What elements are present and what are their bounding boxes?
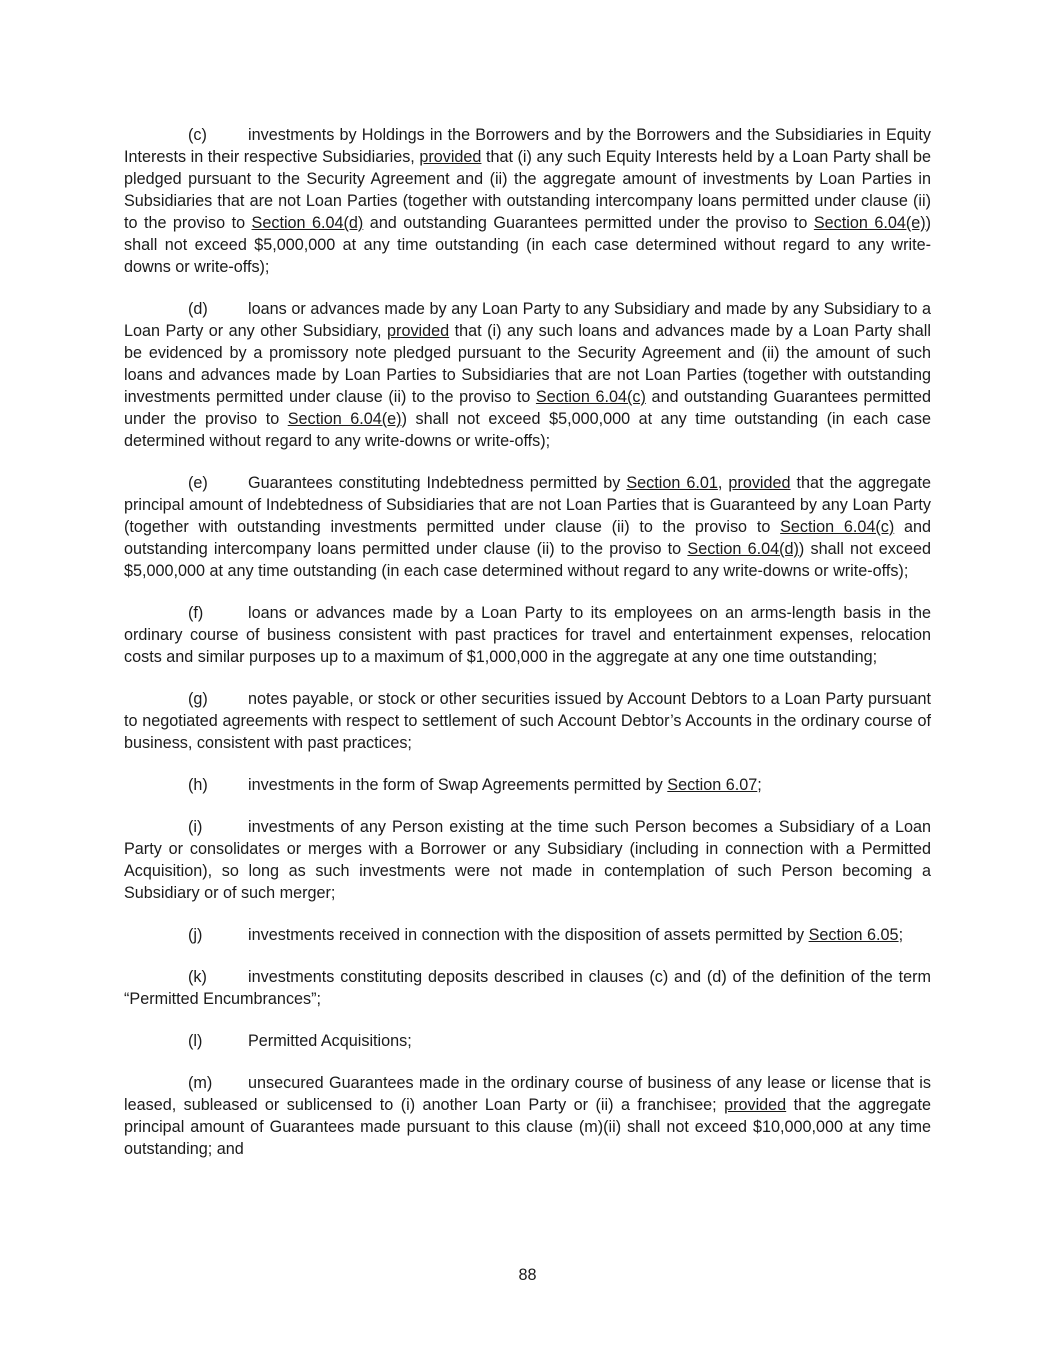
clause-text: investments of any Person existing at the time such Person becomes a Subsidiary of a Loan Party or consolidates or merges with a Borrower or any Subsidiary (including in connection with a Permitted Acquisition), so long as such investments were not made in contemplation of such Person becoming a Subsidiary or of such merger; [124, 818, 931, 902]
cross-reference: Section 6.04(c) [535, 388, 646, 406]
clause-text: Guarantees constituting Indebtedness permitted by [248, 474, 627, 492]
clause-text: that (i) any such Equity Interests held by a Loan Party shall be pledged pursuant to the Security Agreement and (ii) the aggregate amount of investments by Loan Parties in Subsidiaries that are not Loan Parties (together with outstanding intercompany loans permitted under clause (ii) to the proviso to [124, 148, 931, 232]
clause-text: and outstanding Guarantees permitted under the proviso to [124, 388, 931, 428]
clause-label: (i) [188, 818, 203, 836]
clause-text: unsecured Guarantees made in the ordinary course of business of any lease or license that is leased, subleased or sublicensed to (i) another Loan Party or (ii) a franchisee; [124, 1074, 931, 1114]
clause-text: investments constituting deposits described in clauses (c) and (d) of the definition of the term “Permitted Encumbrances”; [124, 968, 931, 1008]
clause-label: (d) [188, 300, 208, 318]
clause-text: that (i) any such loans and advances made by a Loan Party shall be evidenced by a promissory note pledged pursuant to the Security Agreement and (ii) the amount of such loans and advances made by Loan Parties to Subsidiaries that are not Loan Parties (together with outstanding investments permitted under clause (ii) to the proviso to [124, 322, 931, 406]
clause-paragraph [124, 124, 931, 278]
cross-reference: Section 6.04(c) [780, 518, 895, 536]
clause-label: (f) [188, 604, 204, 622]
cross-reference: Section 6.04(e) [287, 410, 402, 428]
clause-text: and outstanding intercompany loans permitted under clause (ii) to the proviso to [124, 518, 932, 558]
clause-paragraph [124, 298, 931, 452]
cross-reference: Section 6.05 [808, 926, 899, 944]
cross-reference: provided [728, 474, 791, 492]
cross-reference: Section 6.04(d) [687, 540, 799, 558]
clause-text: ) shall not exceed $5,000,000 at any time outstanding (in each case determined without regard to any write-downs or write-offs); [124, 410, 932, 450]
clause-text: ; [757, 776, 762, 794]
clause-text: Permitted Acquisitions; [248, 1032, 412, 1050]
clause-label: (m) [188, 1074, 213, 1092]
clause-paragraph [124, 924, 931, 946]
clause-text: that the aggregate principal amount of Indebtedness of Subsidiaries that are not Loan Parties that is Guaranteed by any Loan Party (together with outstanding investments permitted under clause (ii) to the proviso to [124, 474, 932, 536]
clause-text: and outstanding Guarantees permitted under the proviso to [363, 214, 814, 232]
clause-label: (g) [188, 690, 208, 708]
clause-paragraph [124, 774, 931, 796]
clause-list [124, 124, 931, 1180]
cross-reference: provided [724, 1096, 787, 1114]
cross-reference: provided [387, 322, 450, 340]
clause-text: notes payable, or stock or other securities issued by Account Debtors to a Loan Party pursuant to negotiated agreements with respect to settlement of such Account Debtor’s Accounts in the ordinary course of business, consistent with past practices; [124, 690, 931, 752]
clause-label: (h) [188, 776, 208, 794]
clause-label: (c) [188, 126, 207, 144]
cross-reference: Section 6.04(e) [813, 214, 926, 232]
clause-paragraph [124, 1030, 931, 1052]
clause-paragraph [124, 602, 931, 668]
clause-label: (k) [188, 968, 207, 986]
clause-text: investments in the form of Swap Agreements permitted by [248, 776, 668, 794]
cross-reference: provided [419, 148, 482, 166]
clause-paragraph [124, 688, 931, 754]
clause-paragraph [124, 1072, 931, 1160]
clause-text: investments by Holdings in the Borrowers and by the Borrowers and the Subsidiaries in Equity Interests in their respective Subsidiaries, [124, 126, 931, 166]
clause-text: investments received in connection with the disposition of assets permitted by [248, 926, 809, 944]
clause-text: loans or advances made by any Loan Party to any Subsidiary and made by any Subsidiary to a Loan Party or any other Subsidiary, [124, 300, 931, 340]
clause-paragraph [124, 816, 931, 904]
page-number: 88 [518, 1266, 537, 1284]
cross-reference: Section 6.01 [626, 474, 718, 492]
clause-label: (j) [188, 926, 203, 944]
clause-paragraph [124, 966, 931, 1010]
clause-text: ) shall not exceed $5,000,000 at any time outstanding (in each case determined without regard to any write-downs or write-offs); [124, 540, 931, 580]
clause-paragraph [124, 472, 931, 582]
cross-reference: Section 6.04(d) [251, 214, 364, 232]
cross-reference: Section 6.07 [667, 776, 758, 794]
clause-label: (e) [188, 474, 208, 492]
clause-label: (l) [188, 1032, 203, 1050]
clause-text: that the aggregate principal amount of Guarantees made pursuant to this clause (m)(ii) shall not exceed $10,000,000 at any time outstanding; and [124, 1096, 931, 1158]
clause-text: ; [898, 926, 904, 944]
clause-text: , [717, 474, 729, 492]
clause-text: loans or advances made by a Loan Party to its employees on an arms-length basis in the ordinary course of business consistent with past practices for travel and entertainment expenses, relocation costs and similar purposes up to a maximum of $1,000,000 in the aggregate at any one time outstanding; [124, 604, 931, 666]
clause-text: ) shall not exceed $5,000,000 at any time outstanding (in each case determined without regard to any write-downs or write-offs); [124, 214, 931, 276]
